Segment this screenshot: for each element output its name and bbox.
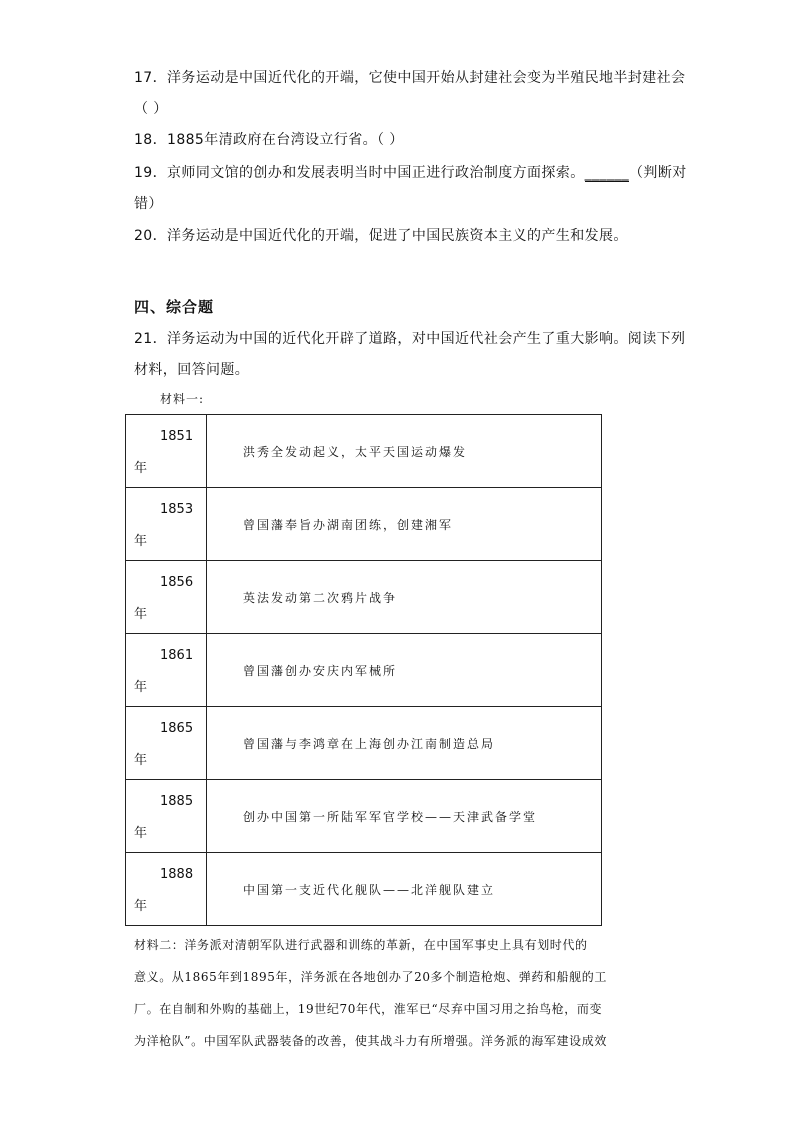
event-text: 创办中国第一所陆军军官学校——天津武备学堂 — [243, 810, 538, 824]
year-number: 1853 — [160, 502, 194, 517]
year-number: 1865 — [160, 721, 194, 736]
table-row — [126, 707, 602, 780]
question-19 — [134, 162, 687, 182]
table-row — [126, 853, 602, 926]
question-17: 17．洋务运动是中国近代化的开端，它使中国开始从封建社会变为半殖民地半封建社会 — [134, 70, 686, 86]
table-row — [126, 488, 602, 561]
year-cell — [126, 561, 207, 634]
year-cell — [126, 853, 207, 926]
event-text: 曾国藩与李鸿章在上海创办江南制造总局 — [243, 737, 496, 751]
year-cell — [126, 780, 207, 853]
event-cell — [207, 780, 602, 853]
year-unit: 年 — [134, 753, 148, 768]
question-19-line2: 错） — [134, 196, 163, 212]
question-21-line1: 21．洋务运动为中国的近代化开辟了道路，对中国近代社会产生了重大影响。阅读下列 — [134, 331, 686, 347]
question-19-suffix: （判断对 — [629, 165, 687, 181]
table-row — [126, 780, 602, 853]
material-2-line: 厂。在自制和外购的基础上，19世纪70年代，淮军已“尽弃中国习用之抬鸟枪，而变 — [134, 1002, 603, 1016]
year-number: 1888 — [160, 867, 194, 882]
event-cell — [207, 488, 602, 561]
section-title: 四、综合题 — [134, 298, 215, 316]
table-row — [126, 415, 602, 488]
year-number: 1861 — [160, 648, 194, 663]
material-1-label: 材料一: — [160, 392, 205, 406]
event-cell — [207, 707, 602, 780]
events-table — [125, 414, 602, 926]
table-row — [126, 634, 602, 707]
year-unit: 年 — [134, 826, 148, 841]
event-cell — [207, 853, 602, 926]
event-cell — [207, 415, 602, 488]
question-19-text: 19．京师同文馆的创办和发展表明当时中国正进行政治制度方面探索。 — [134, 165, 585, 181]
year-number: 1851 — [160, 429, 194, 444]
year-cell — [126, 415, 207, 488]
year-number: 1885 — [160, 794, 194, 809]
question-21-line2: 材料，回答问题。 — [134, 362, 250, 378]
event-text: 曾国藩创办安庆内军械所 — [243, 664, 398, 678]
year-number: 1856 — [160, 575, 194, 590]
year-cell — [126, 707, 207, 780]
table-row — [126, 561, 602, 634]
event-text: 中国第一支近代化舰队——北洋舰队建立 — [243, 883, 496, 897]
material-2-line: 材料二：洋务派对清朝军队进行武器和训练的革新，在中国军事史上具有划时代的 — [134, 938, 588, 952]
year-unit: 年 — [134, 461, 148, 476]
year-cell — [126, 488, 207, 561]
material-2-line: 意义。从1865年到1895年，洋务派在各地创办了20多个制造枪炮、弹药和船舰的工 — [134, 970, 607, 984]
year-unit: 年 — [134, 899, 148, 914]
event-text: 英法发动第二次鸦片战争 — [243, 591, 398, 605]
event-cell — [207, 634, 602, 707]
answer-blank[interactable]: ______ — [584, 165, 630, 181]
question-17-answer-bracket: （ ） — [134, 101, 168, 117]
question-20: 20．洋务运动是中国近代化的开端，促进了中国民族资本主义的产生和发展。 — [134, 228, 628, 244]
year-cell — [126, 634, 207, 707]
event-text: 洪秀全发动起义，太平天国运动爆发 — [243, 445, 468, 459]
question-18: 18．1885年清政府在台湾设立行省。（ ） — [134, 132, 404, 148]
event-cell — [207, 561, 602, 634]
year-unit: 年 — [134, 607, 148, 622]
year-unit: 年 — [134, 534, 148, 549]
material-2-line: 为洋枪队”。中国军队武器装备的改善，使其战斗力有所增强。洋务派的海军建设成效 — [134, 1034, 607, 1048]
year-unit: 年 — [134, 680, 148, 695]
event-text: 曾国藩奉旨办湖南团练，创建湘军 — [243, 518, 454, 532]
